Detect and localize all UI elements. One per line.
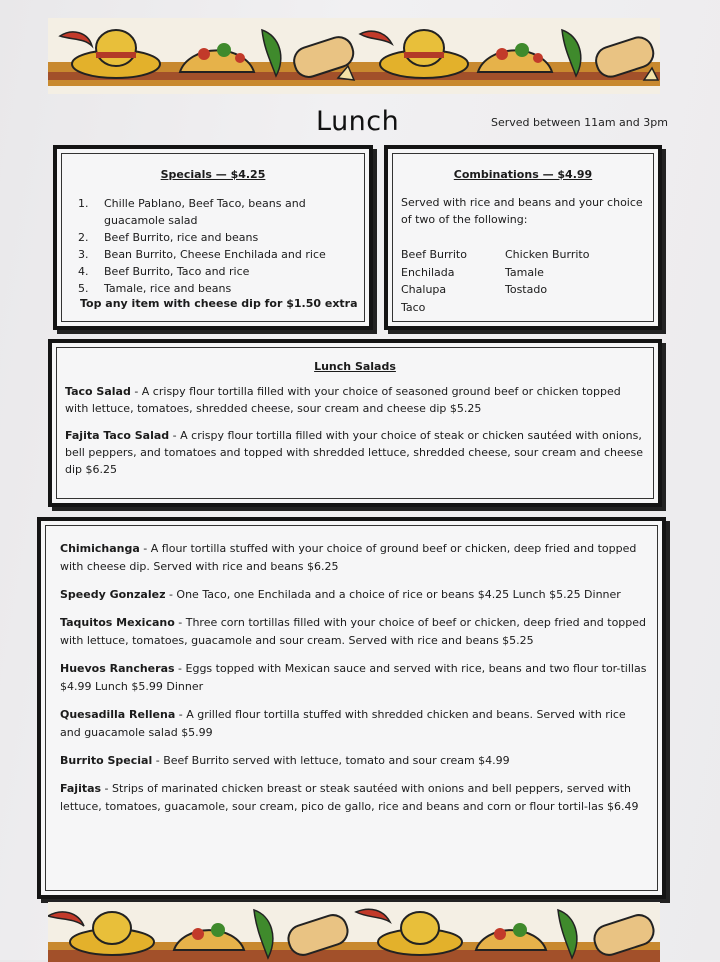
entree-description: - Eggs topped with Mexican sauce and served with rice, beans and two flour tor-tillas $4.99 Lunch $5.99 Dinner [60,662,647,693]
specials-title: Specials — $4.25 [160,168,266,181]
entree-description: - Beef Burrito served with lettuce, tomato and sour cream $4.99 [152,754,510,767]
salad-item [65,383,647,417]
combinations-box [384,145,662,330]
specials-extra-note: Top any item with cheese dip for $1.50 extra [80,297,358,310]
sombrero-icon [380,30,468,78]
entree-item [60,780,649,816]
taco-icon [174,923,244,950]
entree-name: Speedy Gonzalez [60,588,166,601]
choice-item: Beef Burrito [401,248,467,261]
entree-name: Fajitas [60,782,102,795]
chili-pepper-icon [356,909,390,922]
lunch-salads-inner-border [56,347,654,499]
salad-name: Fajita Taco Salad [65,429,170,442]
served-hours: Served between 11am and 3pm [491,116,668,129]
specials-list [62,195,364,297]
entree-description: - Three corn tortillas filled with your choice of beef or chicken, deep fried and topped with lettuce, tomatoes, guacamole and sour cream. Served with rice and beans $5.25 [60,616,647,647]
entree-item [60,614,649,650]
entree-name: Taquitos Mexicano [60,616,175,629]
salad-item [65,427,647,478]
salad-description: - A crispy flour tortilla filled with your choice of steak or chicken sautéed with onions, bell peppers, and tomatoes and topped with shredded lettuce, shredded cheese, sour cream and cheese dip $6.25 [65,429,644,476]
taco-icon [478,43,552,72]
entree-name: Huevos Rancheras [60,662,175,675]
chili-pepper-icon [360,31,392,44]
combinations-intro: Served with rice and beans and your choice of two of the following: [401,196,643,226]
combinations-title: Combinations — $4.99 [453,168,593,181]
list-item: 3. Bean Burrito, Cheese Enchilada and rice [78,248,326,261]
salad-name: Taco Salad [65,385,131,398]
list-item: 1. Chille Pablano, Beef Taco, beans and guacamole salad [78,197,306,227]
specials-inner-border [61,153,365,322]
entree-item [60,586,649,604]
entree-name: Quesadilla Rellena [60,708,176,721]
entree-description: - One Taco, one Enchilada and a choice of rice or beans $4.25 Lunch $5.25 Dinner [165,588,621,601]
entree-description: - Strips of marinated chicken breast or steak sautéed with onions and bell peppers, served with lettuce, tomatoes, guacamole, sour cream, pico de gallo, rice and beans and corn or flour tortil-las $6.49 [60,782,639,813]
combinations-inner-border [392,153,654,322]
page-title: Lunch [316,106,400,137]
chili-pepper-icon [48,912,84,926]
taco-icon [180,43,254,72]
list-item: 2. Beef Burrito, rice and beans [78,231,259,244]
entrees-inner-border [45,525,658,891]
list-item: 5. Tamale, rice and beans [78,282,232,295]
entree-name: Burrito Special [60,754,153,767]
entree-description: - A flour tortilla stuffed with your choice of ground beef or chicken, deep fried and topped with cheese dip. Served with rice and beans $6.25 [60,542,637,573]
decorative-banner-bottom [48,902,660,962]
specials-box [53,145,373,330]
lunch-salads-title: Lunch Salads [314,360,396,373]
entree-item [60,540,649,576]
taco-icon [476,923,546,950]
chili-pepper-icon [60,32,92,46]
lunch-salads-box [48,339,662,507]
choice-item: Tostado [505,283,548,296]
choice-item: Chalupa [401,283,447,296]
entree-item [60,706,649,742]
choice-item: Tamale [505,265,544,279]
choice-item: Enchilada [401,265,455,279]
decorative-banner-top [48,18,660,94]
entree-item [60,752,649,770]
choice-item [505,299,645,317]
sombrero-icon [378,912,462,955]
entrees-box [37,517,666,899]
choice-item: Taco [401,300,426,314]
entree-description: - A grilled flour tortilla stuffed with shredded chicken and beans. Served with rice and guacamole salad $5.99 [60,708,626,739]
entree-name: Chimichanga [60,542,140,555]
list-item: 4. Beef Burrito, Taco and rice [78,265,250,278]
choice-item: Chicken Burrito [505,248,590,261]
salad-description: - A crispy flour tortilla filled with your choice of seasoned ground beef or chicken topped with lettuce, tomatoes, shredded cheese, sour cream and cheese dip $5.25 [65,385,621,415]
combinations-choices [401,246,653,316]
entree-item [60,660,649,696]
sombrero-icon [70,912,154,955]
